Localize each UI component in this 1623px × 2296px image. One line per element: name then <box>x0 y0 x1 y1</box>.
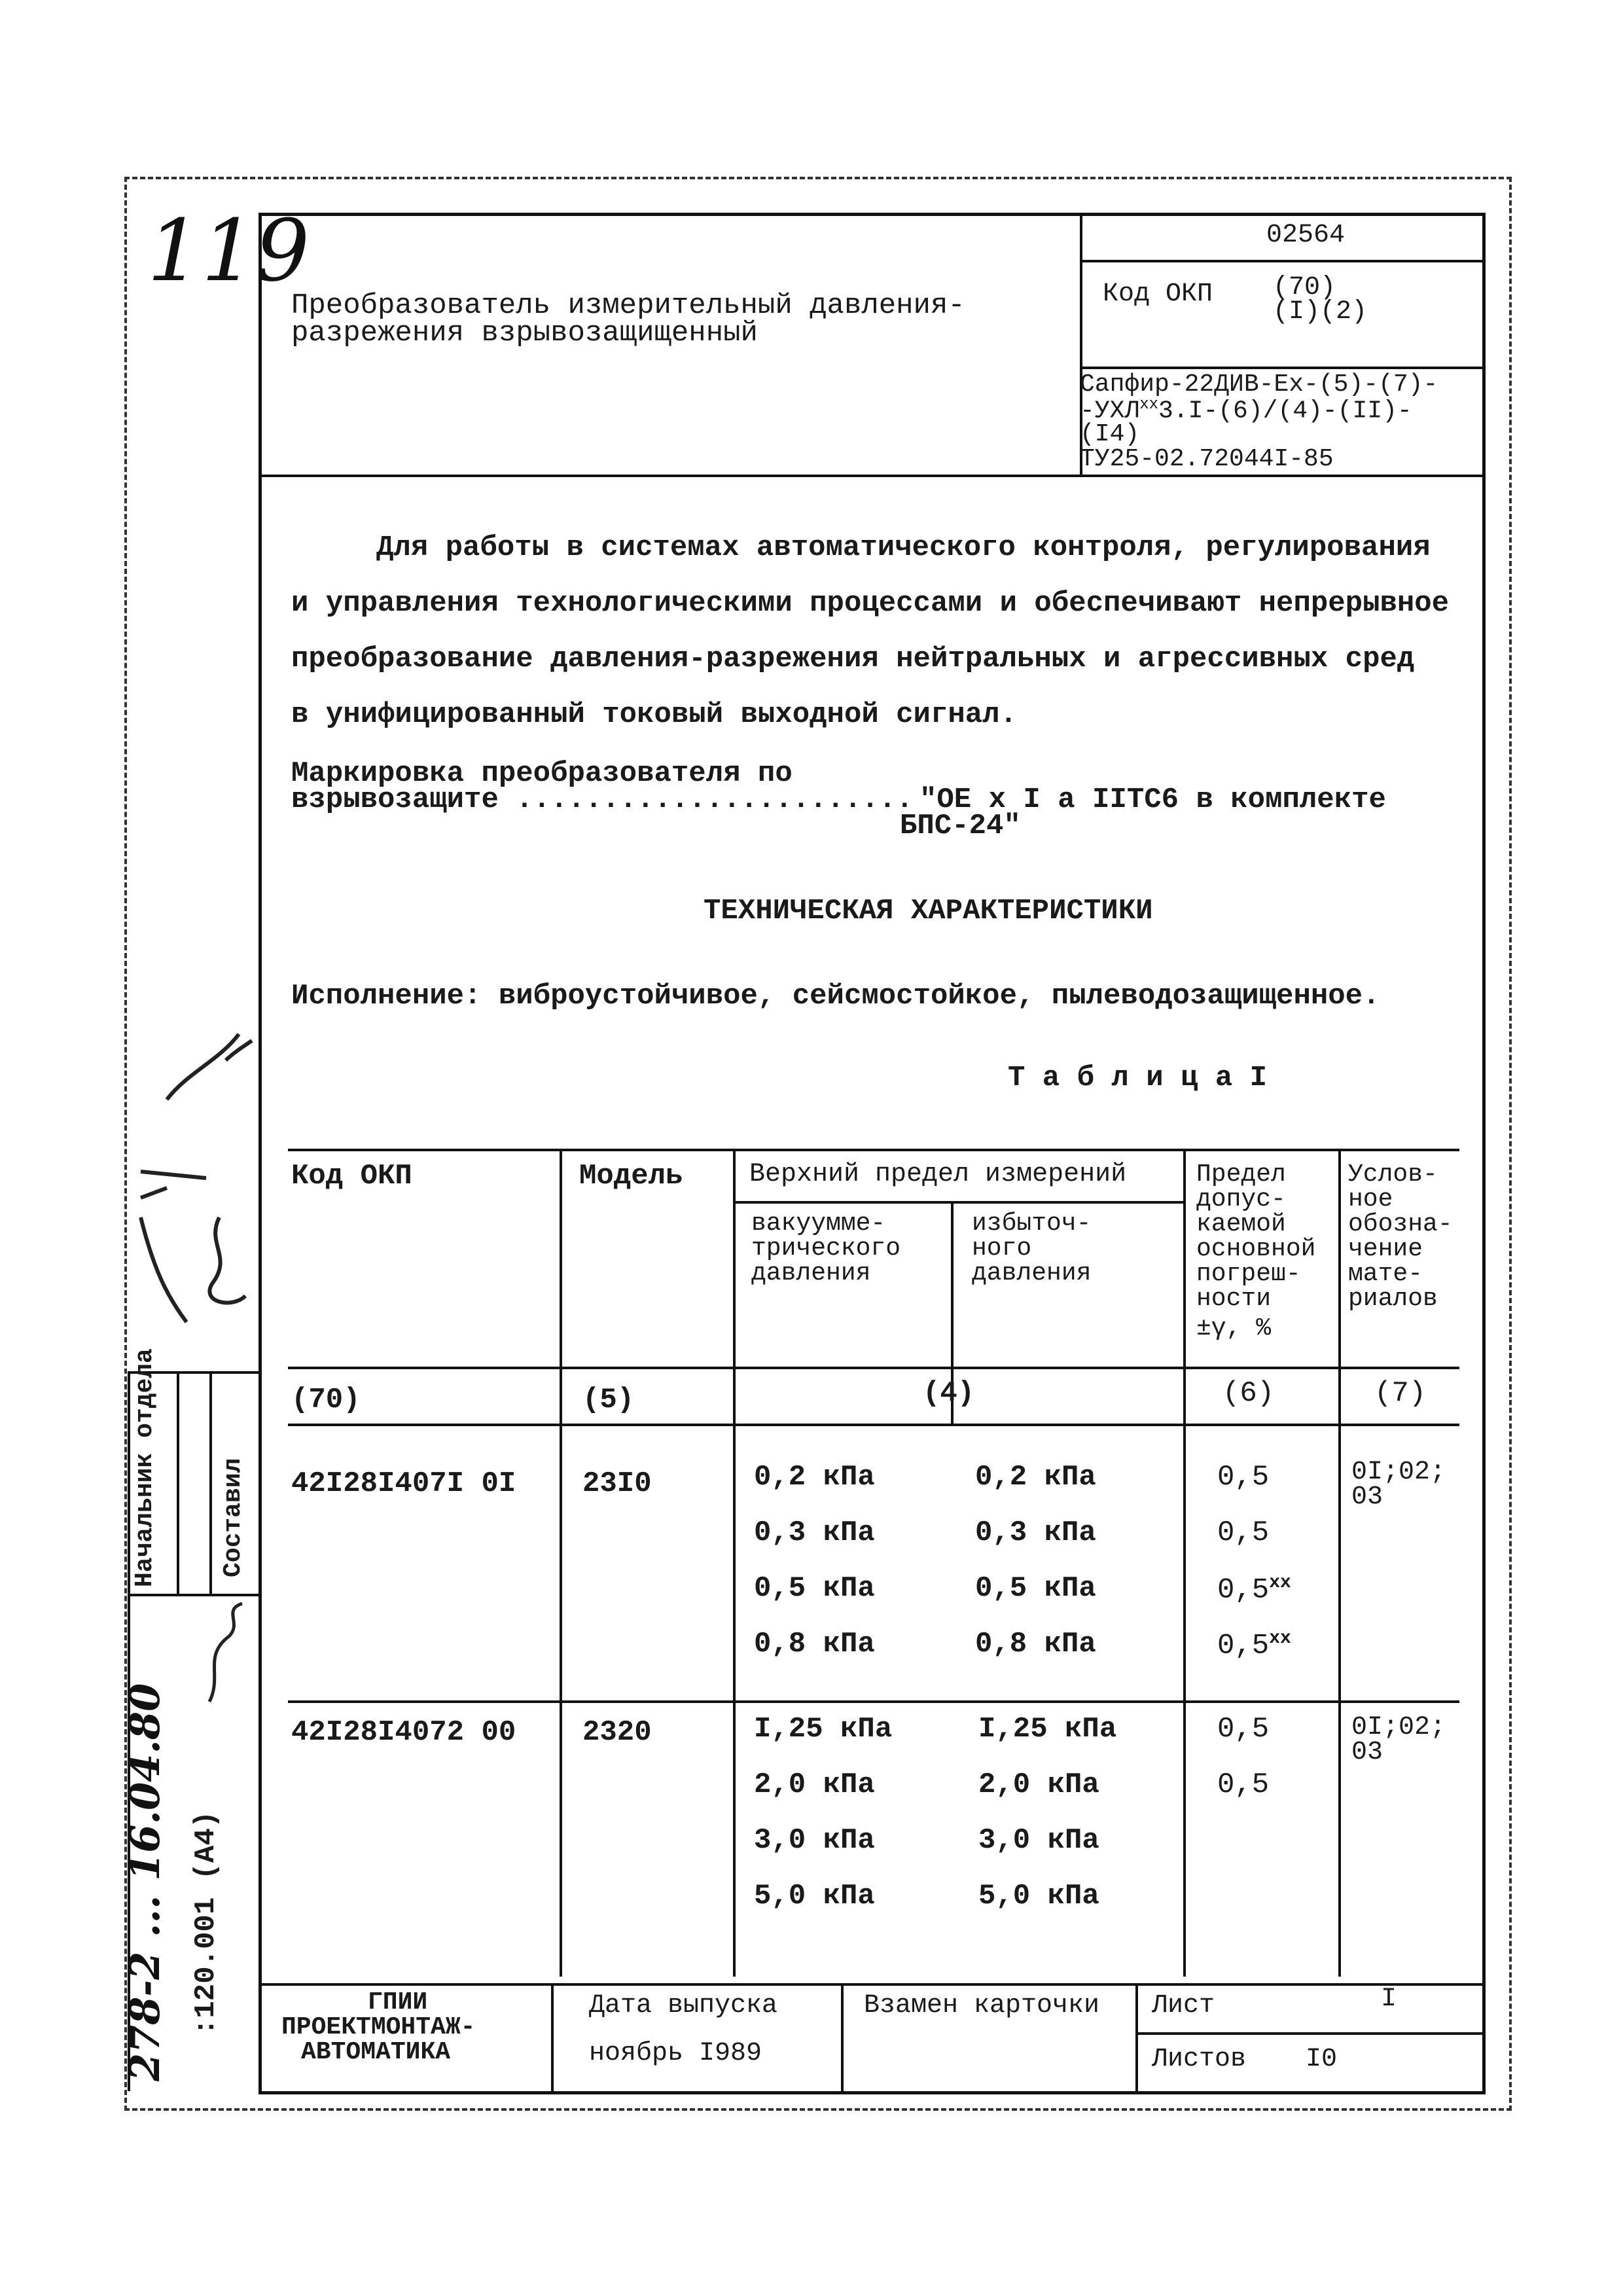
row2-material-l1: 0I;02; <box>1351 1713 1446 1742</box>
handwritten-registration: 278-2 ... 16.04.80 <box>121 1683 169 2081</box>
signature-upper <box>167 1034 252 1100</box>
row1-error-4-sup: xx <box>1269 1628 1291 1649</box>
row1-material-l2: 03 <box>1351 1482 1383 1512</box>
intro-line1: Для работы в системах автоматического контроля, регулирования <box>376 531 1431 564</box>
col-header-error-l1: Предел <box>1196 1160 1286 1189</box>
release-date-label: Дата выпуска <box>589 1991 778 2020</box>
row2-vacuum-2: 2,0 кПа <box>754 1768 875 1801</box>
table-col-line-1 <box>560 1149 562 1977</box>
col-header-error-l5: погреш- <box>1196 1260 1301 1288</box>
footer-col-2 <box>841 1983 844 2094</box>
sidebar-right-line <box>259 213 261 2094</box>
execution-line <box>291 982 1380 1011</box>
okp-label: Код ОКП <box>1103 279 1213 309</box>
org-line3: АВТОМАТИКА <box>301 2038 451 2066</box>
marking-value-line1: "OE x I a IIТС6 в комплекте <box>919 783 1386 816</box>
designation-line4: ТУ25-02.72044I-85 <box>1080 445 1334 473</box>
row2-vacuum-1: I,25 кПа <box>754 1713 893 1746</box>
footer-top-line <box>259 1983 1486 1986</box>
row2-error-2: 0,5 <box>1217 1768 1270 1801</box>
sheet-label: Лист <box>1152 1991 1215 2020</box>
col-header-excess-l1: избыточ- <box>972 1210 1092 1238</box>
okp-code-top: (70) <box>1273 273 1336 302</box>
table-col-line-5 <box>1338 1149 1341 1977</box>
sidebar-mid-line <box>177 1371 179 1594</box>
row1-excess-2: 0,3 кПа <box>975 1516 1096 1549</box>
row1-error-2: 0,5 <box>1217 1516 1270 1549</box>
table-header-bottom-line <box>288 1367 1459 1369</box>
table-caption: Т а б л и ц а I <box>1008 1062 1268 1094</box>
intro-line3: преобразование давления-разрежения нейтральных и агрессивных сред <box>291 643 1415 675</box>
col-header-material-l3: обозна- <box>1348 1210 1453 1238</box>
footer-col-3 <box>1135 1983 1138 2094</box>
row1-material-l1: 0I;02; <box>1351 1458 1446 1487</box>
release-date-value: ноябрь I989 <box>589 2039 762 2068</box>
compiled-label: Составил <box>219 1458 247 1577</box>
header-bottom-line <box>259 475 1486 477</box>
row2-excess-1: I,25 кПа <box>978 1713 1117 1746</box>
signature-small-stroke <box>209 1604 242 1702</box>
col-header-material-l5: мате- <box>1348 1260 1423 1288</box>
row1-error-3-sup: xx <box>1269 1573 1291 1593</box>
col-header-error-l2: допус- <box>1196 1185 1286 1213</box>
row2-model: 2320 <box>582 1716 652 1749</box>
row1-error-4 <box>1217 1630 1291 1660</box>
sheets-value: I0 <box>1306 2045 1338 2074</box>
col-header-material-l4: чение <box>1348 1235 1423 1263</box>
col-header-material-l2: ное <box>1348 1185 1393 1213</box>
row2-excess-2: 2,0 кПа <box>978 1768 1099 1801</box>
document-code: 02564 <box>1266 221 1346 250</box>
sheet-value: I <box>1381 1984 1397 2014</box>
row2-okp: 42I28I4072 00 <box>291 1716 516 1749</box>
table-upper-limit-line <box>733 1201 1185 1204</box>
signature-small <box>196 1597 255 1708</box>
designation-rest: 3.I-(6)/(4)-(II)- <box>1158 397 1412 425</box>
row1-vacuum-2: 0,3 кПа <box>754 1516 875 1549</box>
col-header-error-l3: каемой <box>1196 1210 1286 1238</box>
row2-vacuum-4: 5,0 кПа <box>754 1880 875 1912</box>
sidebar-bottom-line <box>128 1594 259 1596</box>
col-header-material-l6: риалов <box>1348 1285 1438 1313</box>
signature-lines <box>141 1172 206 1322</box>
marking-value-line2: БПС-24" <box>900 810 1021 842</box>
row1-error-4-value: 0,5 <box>1217 1629 1270 1662</box>
code-okp: (70) <box>291 1384 361 1416</box>
replaces-card-label: Взамен карточки <box>864 1991 1100 2020</box>
col-header-model: Модель <box>579 1160 683 1193</box>
row1-error-3-value: 0,5 <box>1217 1573 1270 1607</box>
col-header-excess-l3: давления <box>972 1259 1092 1287</box>
dept-head-label: Начальник отдела <box>131 1348 159 1587</box>
row2-excess-4: 5,0 кПа <box>978 1880 1099 1912</box>
execution-label: Исполнение: <box>291 980 482 1013</box>
code-error: (6) <box>1222 1377 1275 1410</box>
document-frame <box>259 213 1486 2094</box>
row1-okp: 42I28I407I 0I <box>291 1467 516 1500</box>
row1-model: 23I0 <box>582 1467 652 1500</box>
signature-lower <box>209 1217 245 1302</box>
row1-vacuum-1: 0,2 кПа <box>754 1461 875 1494</box>
org-line2: ПРОЕКТМОНТАЖ- <box>281 2013 476 2041</box>
header-okp-line <box>1080 367 1486 369</box>
doc-index: :120.001 (А4) <box>190 1810 223 2036</box>
row2-error-1: 0,5 <box>1217 1713 1270 1746</box>
document-title-line1: Преобразователь измерительный давления- <box>291 289 965 322</box>
code-limits: (4) <box>923 1377 975 1410</box>
row2-material-l2: 03 <box>1351 1738 1383 1767</box>
marking-label-line2: взрывозащите ....................... <box>291 783 914 816</box>
row2-vacuum-3: 3,0 кПа <box>754 1824 875 1857</box>
designation-prefix: -УХЛ <box>1080 397 1140 425</box>
col-header-vacuum-l2: трического <box>751 1234 901 1263</box>
org-line1: ГПИИ <box>368 1988 428 2017</box>
row2-excess-3: 3,0 кПа <box>978 1824 1099 1857</box>
col-header-okp: Код ОКП <box>291 1160 412 1193</box>
okp-code-bottom: (I)(2) <box>1273 297 1368 327</box>
execution-value: виброустойчивое, сейсмостойкое, пылеводозащищенное. <box>498 980 1380 1013</box>
code-model: (5) <box>582 1384 635 1416</box>
row1-vacuum-3: 0,5 кПа <box>754 1572 875 1605</box>
col-header-excess-l2: ного <box>972 1234 1032 1263</box>
sheet-number: 119 <box>147 201 310 300</box>
sheets-label: Листов <box>1152 2045 1247 2074</box>
col-header-error-l7: ±γ, % <box>1196 1314 1272 1342</box>
intro-line2: и управления технологическими процессами и обеспечивают непрерывное <box>291 587 1450 620</box>
designation-line1: Сапфир-22ДИВ-Ex-(5)-(7)- <box>1080 370 1438 399</box>
signature-marks <box>128 1021 259 1374</box>
designation-sup: xx <box>1139 396 1159 414</box>
col-header-error-l6: ности <box>1196 1285 1272 1313</box>
col-header-upper-limit: Верхний предел измерений <box>749 1160 1127 1189</box>
sidebar-divider <box>209 1371 212 1594</box>
row1-error-3 <box>1217 1574 1291 1605</box>
col-header-vacuum-l1: вакуумме- <box>751 1210 886 1238</box>
table-col-line-2 <box>733 1149 736 1977</box>
designation-line3: (I4) <box>1080 420 1140 448</box>
intro-line4: в унифицированный токовый выходной сигнал. <box>291 698 1017 731</box>
row1-excess-3: 0,5 кПа <box>975 1572 1096 1605</box>
table-codes-line <box>288 1424 1459 1426</box>
footer-col-1 <box>551 1983 554 2094</box>
row1-excess-4: 0,8 кПа <box>975 1628 1096 1660</box>
table-top-line <box>288 1149 1459 1151</box>
footer-sheet-line <box>1135 2032 1486 2035</box>
row1-error-1: 0,5 <box>1217 1461 1270 1494</box>
col-header-material-l1: Услов- <box>1348 1160 1438 1189</box>
row1-excess-1: 0,2 кПа <box>975 1461 1096 1494</box>
document-title-line2: разрежения взрывозащищенный <box>291 317 758 350</box>
table-col-line-4 <box>1183 1149 1186 1977</box>
code-material: (7) <box>1374 1377 1427 1410</box>
marking-label-line1: Маркировка преобразователя по <box>291 757 793 790</box>
col-header-vacuum-l3: давления <box>751 1259 871 1287</box>
spec-heading: ТЕХНИЧЕСКАЯ ХАРАКТЕРИСТИКИ <box>704 895 1153 927</box>
table-group-separator <box>288 1700 1459 1703</box>
header-code-line <box>1080 260 1486 262</box>
row1-vacuum-4: 0,8 кПа <box>754 1628 875 1660</box>
col-header-error-l4: основной <box>1196 1235 1316 1263</box>
